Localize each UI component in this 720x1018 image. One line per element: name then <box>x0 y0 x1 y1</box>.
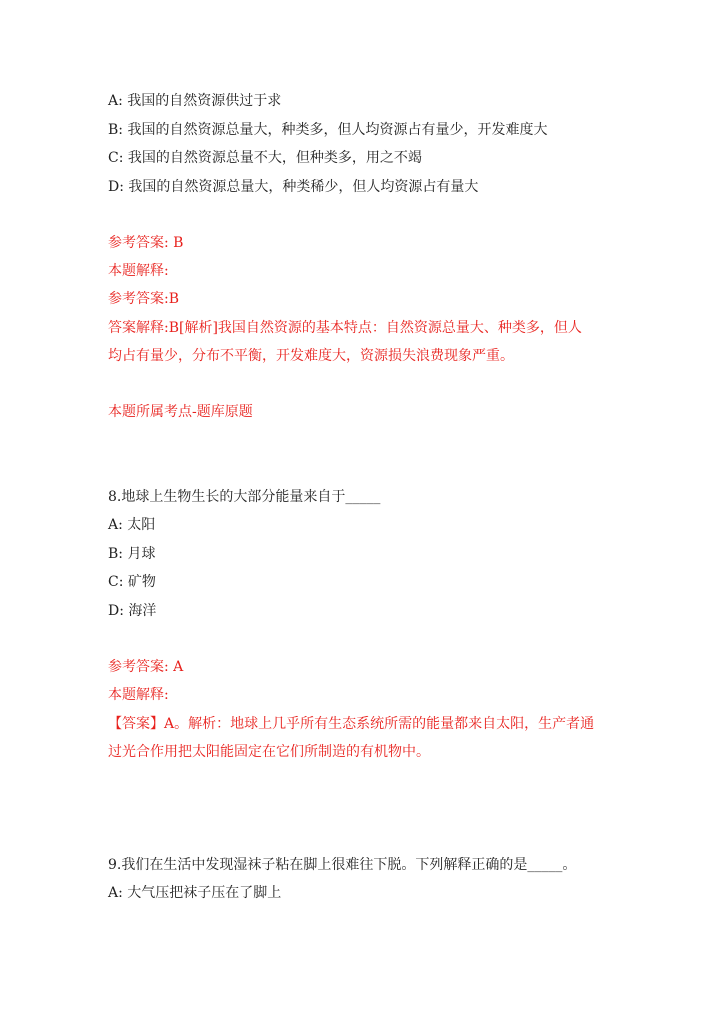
q8-option-d: D: 海洋 <box>108 603 157 619</box>
q7-option-a: A: 我国的自然资源供过于求 <box>108 93 282 109</box>
q9-question: 9.我们在生活中发现湿袜子粘在脚上很难往下脱。下列解释正确的是_____。 <box>108 857 577 873</box>
q8-explanation-line-1: 【答案】A。解析：地球上几乎所有生态系统所需的能量都来自太阳，生产者通 <box>108 716 595 732</box>
q7-answer: 参考答案: B <box>108 235 184 251</box>
q8-explanation-label: 本题解释: <box>108 687 169 703</box>
q7-explanation-label: 本题解释: <box>108 263 169 279</box>
q8-option-a: A: 太阳 <box>108 517 156 533</box>
q7-explanation-line-2: 均占有量少，分布不平衡，开发难度大，资源损失浪费现象严重。 <box>108 348 514 364</box>
q9-option-a: A: 大气压把袜子压在了脚上 <box>108 885 282 901</box>
q8-option-c: C: 矿物 <box>108 574 156 590</box>
q7-explanation-line-1: 答案解释:B[解析]我国自然资源的基本特点：自然资源总量大、种类多，但人 <box>108 320 582 336</box>
q7-answer-repeat: 参考答案:B <box>108 291 180 307</box>
q7-option-c: C: 我国的自然资源总量不大，但种类多，用之不竭 <box>108 150 422 166</box>
q7-source: 本题所属考点-题库原题 <box>108 404 253 420</box>
q8-explanation-line-2: 过光合作用把太阳能固定在它们所制造的有机物中。 <box>108 744 430 760</box>
q8-question: 8.地球上生物生长的大部分能量来自于_____ <box>108 489 381 505</box>
q8-answer: 参考答案: A <box>108 659 184 675</box>
q8-option-b: B: 月球 <box>108 546 156 562</box>
q7-option-d: D: 我国的自然资源总量大，种类稀少，但人均资源占有量大 <box>108 179 479 195</box>
q7-option-b: B: 我国的自然资源总量大，种类多，但人均资源占有量少，开发难度大 <box>108 122 548 138</box>
